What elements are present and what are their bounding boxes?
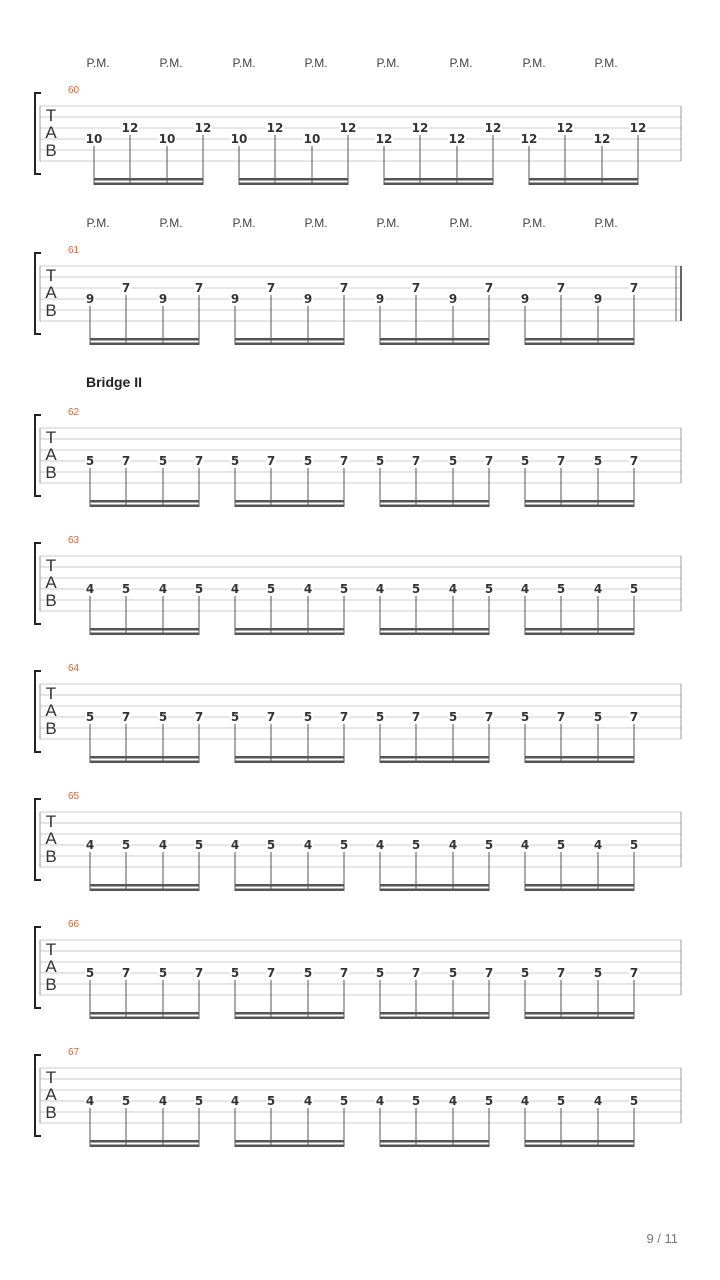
fret-number: 5 — [411, 582, 421, 596]
beam-secondary — [90, 1017, 199, 1020]
beam-secondary — [525, 1017, 634, 1020]
beam-secondary — [380, 633, 489, 636]
fret-number: 7 — [266, 281, 276, 295]
fret-number: 7 — [121, 710, 131, 724]
fret-number: 5 — [520, 966, 530, 980]
beam-primary — [239, 178, 348, 181]
fret-number: 10 — [230, 132, 248, 146]
fret-number: 5 — [448, 454, 458, 468]
beam-secondary — [384, 183, 493, 186]
fret-number: 4 — [375, 582, 385, 596]
tab-letter-a: A — [45, 829, 57, 848]
fret-number: 4 — [593, 838, 603, 852]
fret-number: 7 — [339, 454, 349, 468]
beam-secondary — [235, 505, 344, 508]
fret-number: 9 — [520, 292, 530, 306]
beam-primary — [235, 884, 344, 887]
beam-secondary — [380, 889, 489, 892]
fret-number: 4 — [85, 1094, 95, 1108]
fret-number: 4 — [520, 1094, 530, 1108]
tab-letter-b: B — [45, 847, 57, 866]
fret-number: 5 — [484, 838, 494, 852]
tab-letter-a: A — [45, 1085, 57, 1104]
beam-secondary — [90, 1145, 199, 1148]
beam-primary — [94, 178, 203, 181]
beam-primary — [525, 338, 634, 341]
fret-number: 9 — [158, 292, 168, 306]
fret-number: 5 — [556, 582, 566, 596]
fret-number: 5 — [194, 1094, 204, 1108]
beam-secondary — [380, 1145, 489, 1148]
tab-letter-a: A — [45, 701, 57, 720]
palm-mute-mark: P.M. — [522, 216, 546, 230]
tab-letter-a: A — [45, 445, 57, 464]
fret-number: 4 — [520, 582, 530, 596]
fret-number: 10 — [303, 132, 321, 146]
fret-number: 7 — [556, 454, 566, 468]
beam-secondary — [235, 1017, 344, 1020]
fret-number: 9 — [85, 292, 95, 306]
fret-number: 4 — [375, 1094, 385, 1108]
beam-primary — [235, 500, 344, 503]
tab-letter-t: T — [45, 812, 57, 831]
fret-number: 5 — [121, 838, 131, 852]
tab-letter-a: A — [45, 957, 57, 976]
beam-primary — [525, 628, 634, 631]
beam-primary — [90, 884, 199, 887]
fret-number: 7 — [194, 966, 204, 980]
fret-number: 10 — [158, 132, 176, 146]
fret-number: 5 — [593, 710, 603, 724]
fret-number: 7 — [484, 454, 494, 468]
fret-number: 5 — [629, 1094, 639, 1108]
beam-secondary — [525, 889, 634, 892]
fret-number: 5 — [339, 838, 349, 852]
tab-letter-b: B — [45, 591, 57, 610]
fret-number: 5 — [303, 454, 313, 468]
fret-number: 7 — [266, 966, 276, 980]
fret-number: 7 — [629, 281, 639, 295]
fret-number: 12 — [593, 132, 611, 146]
fret-number: 12 — [629, 121, 647, 135]
bar-number: 64 — [68, 663, 80, 674]
beam-primary — [384, 178, 493, 181]
fret-number: 12 — [520, 132, 538, 146]
fret-number: 5 — [121, 582, 131, 596]
fret-number: 5 — [411, 1094, 421, 1108]
fret-number: 5 — [339, 1094, 349, 1108]
fret-number: 4 — [303, 582, 313, 596]
fret-number: 7 — [411, 281, 421, 295]
fret-number: 5 — [448, 710, 458, 724]
section-label: Bridge II — [86, 374, 143, 390]
beam-secondary — [525, 505, 634, 508]
bar-number: 60 — [68, 85, 80, 96]
fret-number: 5 — [230, 454, 240, 468]
fret-number: 5 — [266, 838, 276, 852]
staff-system-66 — [35, 919, 681, 1019]
fret-number: 5 — [158, 454, 168, 468]
fret-number: 5 — [339, 582, 349, 596]
fret-number: 4 — [158, 582, 168, 596]
fret-number: 7 — [629, 966, 639, 980]
fret-number: 4 — [593, 582, 603, 596]
fret-number: 5 — [629, 582, 639, 596]
fret-number: 4 — [448, 1094, 458, 1108]
beam-primary — [235, 756, 344, 759]
bar-number: 65 — [68, 791, 80, 802]
fret-number: 5 — [194, 838, 204, 852]
fret-number: 7 — [556, 966, 566, 980]
fret-number: 4 — [375, 838, 385, 852]
fret-number: 12 — [556, 121, 574, 135]
staff-system-67 — [35, 1047, 681, 1147]
fret-number: 5 — [484, 582, 494, 596]
fret-number: 5 — [230, 966, 240, 980]
fret-number: 7 — [339, 281, 349, 295]
fret-number: 5 — [556, 838, 566, 852]
fret-number: 7 — [484, 710, 494, 724]
fret-number: 5 — [375, 710, 385, 724]
beam-primary — [525, 1140, 634, 1143]
tab-letter-a: A — [45, 573, 57, 592]
beam-primary — [525, 884, 634, 887]
fret-number: 7 — [411, 710, 421, 724]
fret-number: 5 — [230, 710, 240, 724]
staff-system-60 — [35, 56, 681, 185]
bar-number: 67 — [68, 1047, 80, 1058]
beam-primary — [235, 1140, 344, 1143]
fret-number: 7 — [339, 710, 349, 724]
beam-secondary — [529, 183, 638, 186]
fret-number: 12 — [266, 121, 284, 135]
fret-number: 4 — [303, 838, 313, 852]
fret-number: 5 — [158, 966, 168, 980]
fret-number: 5 — [593, 454, 603, 468]
palm-mute-mark: P.M. — [304, 216, 328, 230]
fret-number: 12 — [411, 121, 429, 135]
beam-secondary — [235, 761, 344, 764]
tab-letter-t: T — [45, 940, 57, 959]
fret-number: 5 — [303, 966, 313, 980]
beam-primary — [90, 1140, 199, 1143]
palm-mute-mark: P.M. — [86, 56, 110, 70]
fret-number: 12 — [339, 121, 357, 135]
beam-secondary — [94, 183, 203, 186]
fret-number: 7 — [556, 281, 566, 295]
tab-letter-t: T — [45, 684, 57, 703]
fret-number: 12 — [484, 121, 502, 135]
beam-secondary — [239, 183, 348, 186]
beam-secondary — [525, 761, 634, 764]
fret-number: 7 — [629, 710, 639, 724]
fret-number: 4 — [158, 1094, 168, 1108]
staff-system-64 — [35, 663, 681, 763]
beam-primary — [380, 884, 489, 887]
fret-number: 9 — [230, 292, 240, 306]
fret-number: 5 — [484, 1094, 494, 1108]
bar-number: 61 — [68, 245, 80, 256]
fret-number: 7 — [194, 454, 204, 468]
fret-number: 7 — [339, 966, 349, 980]
fret-number: 7 — [484, 966, 494, 980]
fret-number: 5 — [158, 710, 168, 724]
tab-letter-a: A — [45, 283, 57, 302]
beam-primary — [380, 756, 489, 759]
fret-number: 7 — [194, 710, 204, 724]
beam-secondary — [90, 761, 199, 764]
fret-number: 4 — [520, 838, 530, 852]
beam-primary — [525, 500, 634, 503]
beam-primary — [235, 628, 344, 631]
beam-primary — [529, 178, 638, 181]
tab-letter-b: B — [45, 141, 57, 160]
fret-number: 5 — [448, 966, 458, 980]
palm-mute-mark: P.M. — [594, 56, 618, 70]
beam-secondary — [90, 889, 199, 892]
beam-primary — [380, 500, 489, 503]
beam-primary — [525, 756, 634, 759]
fret-number: 5 — [85, 454, 95, 468]
fret-number: 7 — [121, 454, 131, 468]
fret-number: 4 — [230, 1094, 240, 1108]
beam-primary — [90, 338, 199, 341]
staff-system-62 — [35, 374, 681, 507]
fret-number: 4 — [85, 582, 95, 596]
fret-number: 5 — [520, 454, 530, 468]
fret-number: 12 — [448, 132, 466, 146]
beam-secondary — [525, 343, 634, 346]
fret-number: 7 — [556, 710, 566, 724]
beam-secondary — [90, 633, 199, 636]
beam-secondary — [90, 505, 199, 508]
fret-number: 9 — [375, 292, 385, 306]
beam-secondary — [235, 1145, 344, 1148]
palm-mute-mark: P.M. — [304, 56, 328, 70]
palm-mute-mark: P.M. — [376, 216, 400, 230]
fret-number: 7 — [121, 966, 131, 980]
fret-number: 12 — [121, 121, 139, 135]
fret-number: 9 — [448, 292, 458, 306]
tab-letter-b: B — [45, 719, 57, 738]
tab-letter-b: B — [45, 301, 57, 320]
beam-secondary — [90, 343, 199, 346]
palm-mute-mark: P.M. — [449, 216, 473, 230]
fret-number: 4 — [158, 838, 168, 852]
fret-number: 5 — [266, 1094, 276, 1108]
palm-mute-mark: P.M. — [86, 216, 110, 230]
fret-number: 4 — [85, 838, 95, 852]
beam-primary — [90, 628, 199, 631]
fret-number: 7 — [411, 454, 421, 468]
palm-mute-mark: P.M. — [159, 56, 183, 70]
staff-system-65 — [35, 791, 681, 891]
fret-number: 5 — [85, 710, 95, 724]
fret-number: 5 — [85, 966, 95, 980]
palm-mute-mark: P.M. — [449, 56, 473, 70]
fret-number: 4 — [593, 1094, 603, 1108]
beam-secondary — [235, 343, 344, 346]
beam-primary — [525, 1012, 634, 1015]
beam-secondary — [235, 889, 344, 892]
tab-letter-t: T — [45, 428, 57, 447]
tab-letter-b: B — [45, 463, 57, 482]
beam-secondary — [525, 1145, 634, 1148]
palm-mute-mark: P.M. — [594, 216, 618, 230]
fret-number: 4 — [448, 838, 458, 852]
beam-primary — [380, 338, 489, 341]
beam-secondary — [380, 761, 489, 764]
beam-primary — [380, 628, 489, 631]
bar-number: 66 — [68, 919, 80, 930]
fret-number: 5 — [266, 582, 276, 596]
beam-primary — [235, 338, 344, 341]
tab-letter-t: T — [45, 106, 57, 125]
beam-secondary — [380, 343, 489, 346]
fret-number: 4 — [303, 1094, 313, 1108]
fret-number: 10 — [85, 132, 103, 146]
fret-number: 5 — [194, 582, 204, 596]
beam-primary — [235, 1012, 344, 1015]
beam-secondary — [380, 505, 489, 508]
fret-number: 4 — [230, 582, 240, 596]
fret-number: 5 — [556, 1094, 566, 1108]
palm-mute-mark: P.M. — [232, 56, 256, 70]
fret-number: 7 — [121, 281, 131, 295]
beam-primary — [90, 500, 199, 503]
bar-number: 63 — [68, 535, 80, 546]
fret-number: 5 — [375, 454, 385, 468]
fret-number: 7 — [629, 454, 639, 468]
tab-letter-t: T — [45, 1068, 57, 1087]
palm-mute-mark: P.M. — [522, 56, 546, 70]
fret-number: 5 — [629, 838, 639, 852]
fret-number: 9 — [303, 292, 313, 306]
tab-letter-t: T — [45, 266, 57, 285]
page-number: 9 / 11 — [646, 1231, 678, 1246]
fret-number: 9 — [593, 292, 603, 306]
fret-number: 7 — [411, 966, 421, 980]
fret-number: 12 — [375, 132, 393, 146]
beam-secondary — [235, 633, 344, 636]
beam-primary — [380, 1012, 489, 1015]
palm-mute-mark: P.M. — [232, 216, 256, 230]
staff-system-63 — [35, 535, 681, 635]
fret-number: 4 — [448, 582, 458, 596]
fret-number: 7 — [484, 281, 494, 295]
fret-number: 5 — [121, 1094, 131, 1108]
fret-number: 5 — [303, 710, 313, 724]
staff-system-61 — [35, 216, 681, 345]
fret-number: 5 — [375, 966, 385, 980]
fret-number: 7 — [194, 281, 204, 295]
beam-secondary — [525, 633, 634, 636]
palm-mute-mark: P.M. — [376, 56, 400, 70]
fret-number: 7 — [266, 710, 276, 724]
fret-number: 12 — [194, 121, 212, 135]
fret-number: 5 — [593, 966, 603, 980]
fret-number: 7 — [266, 454, 276, 468]
beam-primary — [380, 1140, 489, 1143]
tab-letter-b: B — [45, 1103, 57, 1122]
beam-primary — [90, 1012, 199, 1015]
bar-number: 62 — [68, 407, 80, 418]
beam-secondary — [380, 1017, 489, 1020]
beam-primary — [90, 756, 199, 759]
tab-letter-t: T — [45, 556, 57, 575]
fret-number: 5 — [411, 838, 421, 852]
fret-number: 5 — [520, 710, 530, 724]
fret-number: 4 — [230, 838, 240, 852]
tab-letter-b: B — [45, 975, 57, 994]
palm-mute-mark: P.M. — [159, 216, 183, 230]
tab-letter-a: A — [45, 123, 57, 142]
